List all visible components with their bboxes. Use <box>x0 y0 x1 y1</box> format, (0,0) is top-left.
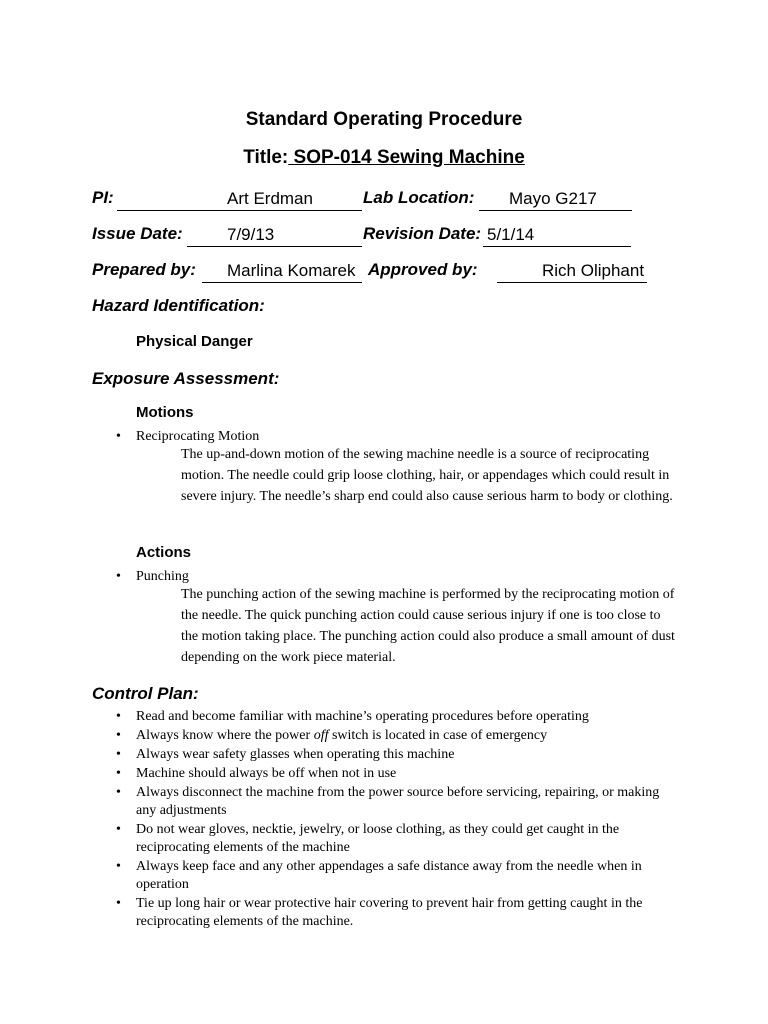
revision-date-label: Revision Date: <box>363 224 482 243</box>
bullet-icon: • <box>116 747 121 762</box>
issue-date-value: 7/9/13 <box>187 224 362 247</box>
pi-label: PI: <box>92 188 114 207</box>
document-title: Standard Operating Procedure <box>245 109 523 130</box>
power-off-item: Always know where the power off switch is located in case of emergency <box>136 728 548 743</box>
approved-by-value: Rich Oliphant <box>497 260 647 283</box>
list-item <box>116 727 676 745</box>
hazard-identification-heading: Hazard Identification: <box>92 296 265 315</box>
control-plan-heading: Control Plan: <box>92 684 199 703</box>
prepared-by-value: Marlina Komarek <box>202 260 362 283</box>
issue-date-label: Issue Date: <box>92 224 183 243</box>
list-item: • Machine should always be off when not in use <box>116 766 397 781</box>
bullet-icon: • <box>116 896 121 911</box>
lab-location-label: Lab Location: <box>363 188 475 207</box>
list-item: • Do not wear gloves, necktie, jewelry, or loose clothing, as they could get caught in the reciprocating elements of the machine <box>116 822 620 855</box>
bullet-icon: • <box>116 429 121 444</box>
list-item: • Always disconnect the machine from the power source before servicing, repairing, or making any adjustments <box>116 785 660 818</box>
bullet-icon: • <box>116 728 121 743</box>
exposure-assessment-heading: Exposure Assessment: <box>92 369 280 388</box>
bullet-icon: • <box>116 859 121 874</box>
bullet-icon: • <box>116 766 121 781</box>
bullet-icon: • <box>116 709 121 724</box>
revision-date-value: 5/1/14 <box>483 224 631 247</box>
list-item: • Read and become familiar with machine’s operating procedures before operating <box>116 709 589 724</box>
approved-by-label: Approved by: <box>368 260 478 279</box>
control-plan-list <box>116 708 676 932</box>
list-item: • Always keep face and any other appendages a safe distance away from the needle when in operation <box>116 859 642 892</box>
list-item: • Always wear safety glasses when operating this machine <box>116 747 455 762</box>
bullet-icon: • <box>116 569 121 584</box>
subtitle-value: SOP-014 Sewing Machine <box>288 147 525 168</box>
list-item-label: Reciprocating Motion <box>136 429 260 444</box>
motions-paragraph: The up-and-down motion of the sewing machine needle is a source of reciprocating motion. The needle could grip loose clothing, hair, or appendages which could result in severe injury. The needle’s sharp end could also cause serious harm to body or clothing. <box>181 447 673 504</box>
pi-value: Art Erdman <box>117 188 362 211</box>
lab-location-value: Mayo G217 <box>479 188 632 211</box>
list-item-label: Punching <box>136 569 189 584</box>
bullet-icon: • <box>116 822 121 837</box>
physical-danger-subheading: Physical Danger <box>136 333 253 350</box>
subtitle-label: Title: <box>243 147 289 168</box>
prepared-by-label: Prepared by: <box>92 260 196 279</box>
document-subtitle <box>0 147 768 169</box>
actions-paragraph: The punching action of the sewing machine is performed by the reciprocating motion of the needle. The quick punching action could cause serious injury if one is too close to the motion taking place. The punching action could also produce a small amount of dust depending on the work piece material. <box>181 587 675 665</box>
motions-subheading: Motions <box>136 404 194 421</box>
list-item: • Tie up long hair or wear protective hair covering to prevent hair from getting caught in the reciprocating elements of the machine. <box>116 896 643 929</box>
bullet-icon: • <box>116 785 121 800</box>
actions-subheading: Actions <box>136 544 192 561</box>
